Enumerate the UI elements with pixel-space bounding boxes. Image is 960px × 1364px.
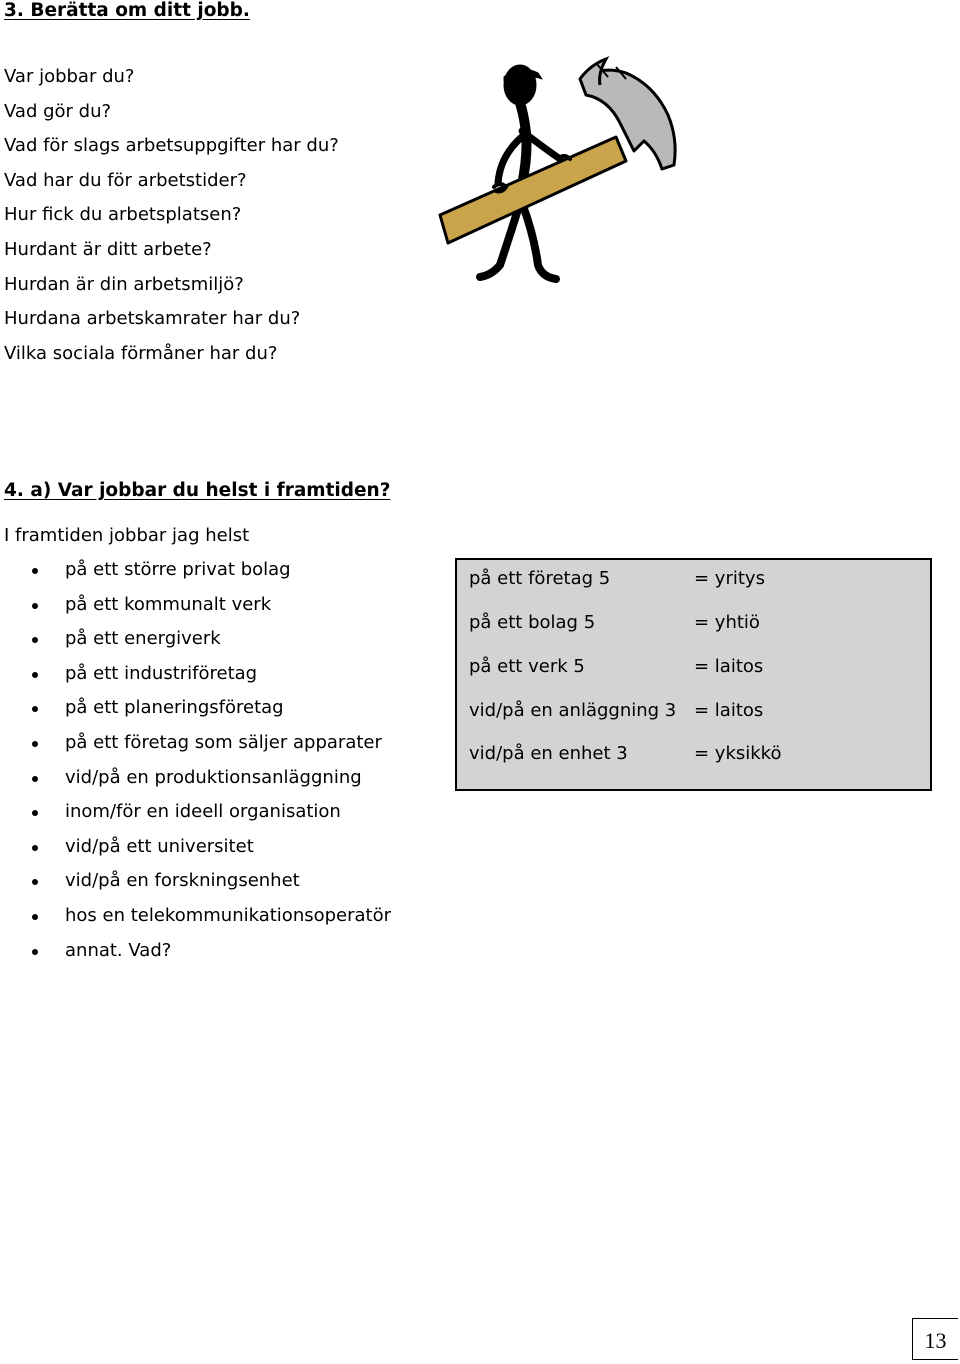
finnish-translation: = laitos [694, 656, 764, 677]
swedish-term: på ett verk 5 [469, 656, 585, 677]
question-item: Vilka sociala förmåner har du? [4, 342, 278, 364]
finnish-translation: = yritys [694, 568, 765, 589]
option-label: på ett större privat bolag [65, 559, 291, 580]
list-item [28, 622, 391, 657]
question-item: Hurdana arbetskamrater har du? [4, 308, 301, 330]
list-item [28, 691, 391, 726]
list-item [28, 795, 391, 830]
question-item: Vad för slags arbetsuppgifter har du? [4, 135, 339, 157]
list-item [28, 830, 391, 865]
question-item: Hurdant är ditt arbete? [4, 238, 212, 260]
question-list [4, 60, 339, 371]
bullet-icon [32, 879, 38, 885]
question-item: Hurdan är din arbetsmiljö? [4, 273, 244, 295]
list-item [28, 657, 391, 692]
list-item [28, 726, 391, 761]
list-item [28, 553, 391, 588]
question-item: Var jobbar du? [4, 66, 135, 87]
list-item [28, 899, 391, 934]
finnish-translation: = laitos [694, 700, 764, 721]
list-item [28, 864, 391, 899]
section-4-heading: 4. a) Var jobbar du helst i framtiden? [4, 480, 391, 501]
bullet-icon [32, 741, 38, 747]
workplace-options-list [28, 553, 391, 968]
option-label: på ett industriföretag [65, 662, 258, 684]
option-label: på ett företag som säljer apparater [65, 731, 382, 753]
swedish-term: på ett bolag 5 [469, 612, 596, 633]
option-label: hos en telekommunikationsoperatör [65, 904, 392, 926]
option-label: vid/på en produktionsanläggning [65, 766, 362, 788]
bullet-icon [32, 672, 38, 678]
bullet-icon [32, 706, 38, 712]
list-item [28, 934, 391, 969]
option-label: på ett energiverk [65, 628, 221, 650]
swedish-term: vid/på en enhet 3 [469, 743, 628, 764]
option-label: på ett kommunalt verk [65, 593, 272, 615]
section-3-heading: 3. Berätta om ditt jobb. [4, 0, 250, 21]
option-label: inom/för en ideell organisation [65, 801, 341, 823]
finnish-translation: = yhtiö [694, 612, 760, 633]
bullet-icon [32, 603, 38, 609]
option-label: vid/på ett universitet [65, 835, 254, 857]
bullet-icon [32, 568, 38, 574]
bullet-icon [32, 845, 38, 851]
question-item: Hur fick du arbetsplatsen? [4, 204, 242, 226]
vocabulary-box [455, 558, 932, 791]
question-item: Vad gör du? [4, 100, 112, 122]
list-item [28, 588, 391, 623]
option-label: vid/på en forskningsenhet [65, 870, 300, 892]
bullet-icon [32, 776, 38, 782]
swedish-term: vid/på en anläggning 3 [469, 700, 677, 721]
option-label: annat. Vad? [65, 939, 172, 961]
list-item [28, 761, 391, 796]
finnish-translation: = yksikkö [694, 743, 782, 764]
swedish-term: på ett företag 5 [469, 568, 611, 589]
hammer-worker-icon [430, 55, 690, 295]
page-number: 13 [912, 1318, 958, 1360]
question-item: Vad har du för arbetstider? [4, 169, 247, 191]
bullet-icon [32, 914, 38, 920]
option-label: på ett planeringsföretag [65, 697, 284, 719]
bullet-icon [32, 949, 38, 955]
intro-text: I framtiden jobbar jag helst [4, 525, 250, 546]
bullet-icon [32, 810, 38, 816]
bullet-icon [32, 637, 38, 643]
